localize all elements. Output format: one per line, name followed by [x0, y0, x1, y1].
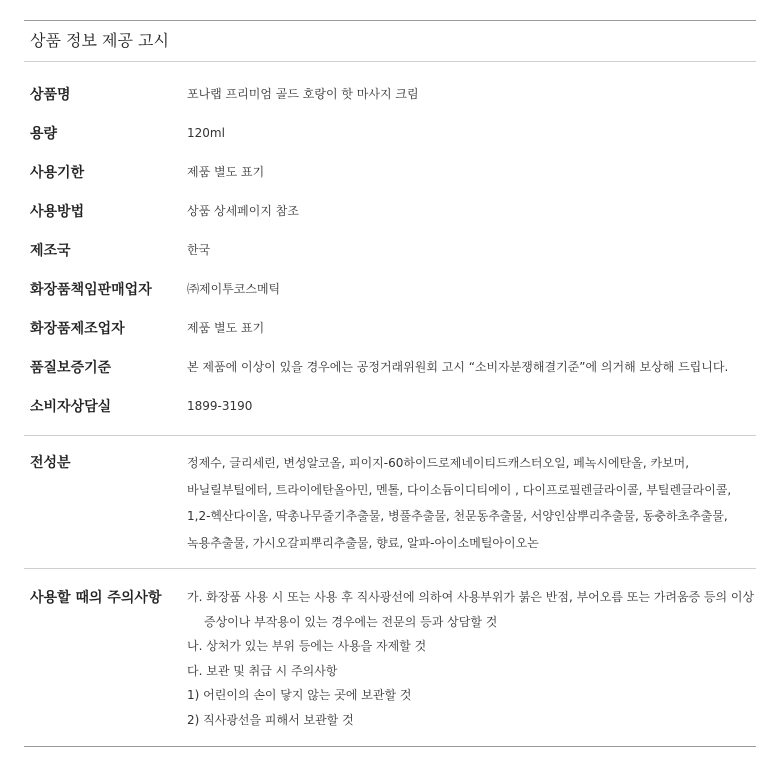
info-list [24, 62, 756, 435]
caution-item: 나. 상처가 있는 부위 등에는 사용을 자제할 것 [187, 639, 427, 653]
info-row-quality-standard [24, 347, 756, 386]
info-row-customer-service [24, 386, 756, 425]
bottom-divider [24, 746, 756, 747]
info-row-country [24, 230, 756, 269]
info-row-expiry [24, 152, 756, 191]
info-label: 상품명 [30, 86, 71, 103]
info-label: 화장품책임판매업자 [30, 281, 152, 298]
info-value: 상품 상세페이지 참조 [187, 204, 299, 218]
info-value: 1899-3190 [187, 398, 253, 413]
info-row-seller [24, 269, 756, 308]
info-row-manufacturer [24, 308, 756, 347]
caution-item: 가. 화장품 사용 시 또는 사용 후 직사광선에 의하여 사용부위가 붉은 반점, 부어오름 또는 가려움증 등의 이상 증상이나 부작용이 있는 경우에는 전문의 등과 상담할 것 [187, 590, 755, 629]
caution-list [187, 585, 756, 732]
cautions-section [24, 569, 756, 746]
info-value: ㈜제이투코스메틱 [187, 282, 281, 296]
info-label: 사용기한 [30, 164, 85, 181]
caution-item: 다. 보관 및 취급 시 주의사항 [187, 663, 338, 678]
cautions-label: 사용할 때의 주의사항 [30, 590, 162, 606]
info-value: 포나랩 프리미엄 골드 호랑이 핫 마사지 크림 [187, 87, 419, 101]
info-label: 품질보증기준 [30, 359, 112, 376]
caution-item: 1) 어린이의 손이 닿지 않는 곳에 보관할 것 [187, 688, 412, 702]
ingredients-section [24, 436, 756, 568]
info-value: 본 제품에 이상이 있을 경우에는 공정거래위원회 고시 “소비자분쟁해결기준”에 의거해 보상해 드립니다. [187, 360, 729, 374]
info-label: 소비자상담실 [30, 398, 112, 415]
info-row-usage [24, 191, 756, 230]
info-row-volume [24, 113, 756, 152]
ingredients-text: 정제수, 글리세린, 변성알코올, 피이지-60하이드로제네이티드캐스터오일, 페녹시에탄올, 카보머, 바닐릴부틸에터, 트라이에탄올아민, 멘톨, 다이소듐이디티에이 , 다이프로필렌글라이콜, 부틸렌글라이콜, 1,2-헥산다이올, 딱총나무줄기추출물, 병풀추출물, 천문동추출물, 서양인삼뿌리추출물, 동충하초추출물, 녹용추출물, 가시오갈피뿌리추출물, 향료, 알파-아이소메틸아이오논 [187, 456, 732, 550]
info-label: 용량 [30, 125, 58, 142]
info-label: 화장품제조업자 [30, 320, 125, 337]
ingredients-label: 전성분 [30, 455, 71, 471]
page-title: 상품 정보 제공 고시 [30, 31, 169, 50]
info-row-product-name [24, 74, 756, 113]
info-value: 제품 별도 표기 [187, 165, 265, 179]
info-value: 120ml [187, 125, 225, 140]
caution-item: 2) 직사광선을 피해서 보관할 것 [187, 712, 354, 727]
info-label: 제조국 [30, 242, 71, 259]
info-value: 한국 [187, 243, 211, 257]
product-info-notice [24, 20, 756, 747]
info-value: 제품 별도 표기 [187, 321, 265, 335]
info-label: 사용방법 [30, 203, 85, 220]
